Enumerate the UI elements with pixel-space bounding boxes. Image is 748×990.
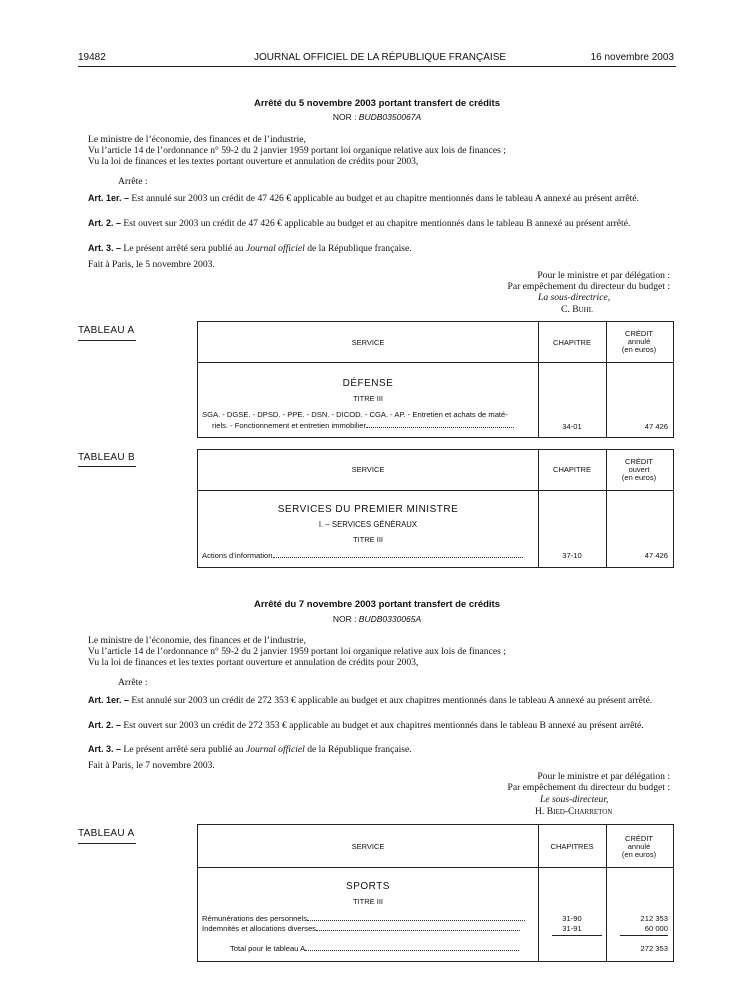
header-divider	[78, 66, 676, 67]
decree1-preamble-3: Vu la loi de finances et les textes portant ouverture et annulation de crédits pour 2003,	[88, 156, 419, 167]
decree1-nor: NOR : BUDB0350067A	[332, 112, 422, 122]
table1b-row: Actions d’information	[202, 551, 523, 560]
table1b-credit: 47 426	[644, 551, 668, 560]
table2a-chapitre-total-rule	[552, 935, 602, 936]
table2a-total: 272 353	[640, 944, 668, 953]
decree2-preamble-1: Le ministre de l’économie, des finances et de l’industrie,	[88, 635, 306, 646]
table2a-label-rule	[78, 843, 136, 844]
table1b-col-credit: CRÉDIT ouvert (en euros)	[621, 457, 657, 482]
table2a-ministry: SPORTS	[346, 881, 390, 892]
table2a	[197, 824, 674, 962]
decree2-nor: NOR : BUDB0330065A	[332, 614, 422, 624]
decree1-title: Arrêté du 5 novembre 2003 portant transfert de crédits	[253, 98, 501, 109]
table1a-col-credit: CRÉDIT annulé (en euros)	[621, 329, 657, 354]
table2a-total-label: Total pour le tableau A	[230, 944, 519, 953]
decree2-title: Arrêté du 7 novembre 2003 portant transfert de crédits	[253, 599, 501, 610]
table1a-row-line2: riels. - Fonctionnement et entretien immobilier	[212, 421, 514, 430]
table2a-row2-credit: 60 000	[644, 924, 668, 933]
table2a-row2-chapitre: 31-91	[562, 924, 582, 933]
table1a-ministry: DÉFENSE	[342, 378, 394, 389]
page-number: 19482	[78, 52, 106, 63]
table2a-credit-total-rule	[620, 935, 668, 936]
table1a-credit: 47 426	[644, 422, 668, 431]
table2a-header-divider	[198, 867, 673, 868]
table1b-col-service: SERVICE	[351, 465, 385, 474]
table1b-label: TABLEAU B	[78, 452, 135, 463]
table-row: Indemnités et allocations diverses	[202, 924, 520, 933]
table1b-section: I. – SERVICES GÉNÉRAUX	[318, 520, 418, 529]
decree1-art3: Art. 3. – Le présent arrêté sera publié au Journal officiel de la République française.	[88, 243, 412, 254]
table1a-row-line1: SGA. - DGSE. - DPSD. - PPE. - DSN. - DICOD. - CGA. - AP. - Entretien et achats de maté-	[202, 410, 508, 419]
decree1-art2: Art. 2. – Est ouvert sur 2003 un crédit de 47 426 € applicable au budget et au chapitre mentionnés dans le tableau B annexé au présent arrêté.	[88, 218, 631, 229]
table1a-label-rule	[78, 340, 136, 341]
table2a-col-chapitre: CHAPITRES	[550, 842, 594, 851]
table2a-row1-credit: 212 353	[640, 914, 668, 923]
decree2-sign-line1: Pour le ministre et par délégation :	[537, 771, 670, 782]
decree2-art2: Art. 2. – Est ouvert sur 2003 un crédit de 272 353 € applicable au budget et aux chapitres mentionnés dans le tableau B annexé au présent arrêté.	[88, 720, 644, 731]
table2a-col-credit: CRÉDIT annulé (en euros)	[621, 834, 657, 859]
table1a-col-chapitre: CHAPITRE	[553, 338, 591, 347]
decree2-fait: Fait à Paris, le 7 novembre 2003.	[88, 760, 215, 771]
decree1-sign-name: C. Buhl	[561, 304, 593, 315]
decree1-art1: Art. 1er. – Est annulé sur 2003 un crédit de 47 426 € applicable au budget et au chapitre mentionnés dans le tableau A annexé au présent arrêté.	[88, 193, 639, 204]
decree1-fait: Fait à Paris, le 5 novembre 2003.	[88, 259, 215, 270]
decree2-sign-line2: Par empêchement du directeur du budget :	[507, 782, 670, 793]
decree2-art3: Art. 3. – Le présent arrêté sera publié au Journal officiel de la République française.	[88, 744, 412, 755]
decree1-sign-line1: Pour le ministre et par délégation :	[537, 270, 670, 281]
decree2-arrete: Arrête :	[118, 677, 148, 688]
decree1-sign-line2: Par empêchement du directeur du budget :	[507, 281, 670, 292]
table2a-row1-chapitre: 31-90	[562, 914, 582, 923]
decree1-preamble-2: Vu l’article 14 de l’ordonnance n° 59-2 du 2 janvier 1959 portant loi organique relative aux lois de finances ;	[88, 145, 506, 156]
table1b-header-divider	[198, 490, 673, 491]
table2a-label: TABLEAU A	[78, 828, 135, 839]
issue-date: 16 novembre 2003	[590, 52, 674, 63]
decree1-sign-role: La sous-directrice,	[538, 292, 611, 303]
table1a-titre: TITRE III	[353, 394, 383, 403]
table1b-label-rule	[78, 466, 136, 467]
decree2-sign-role: Le sous-directeur,	[540, 794, 609, 805]
table1a-chapitre: 34-01	[562, 422, 582, 431]
table1b-chapitre: 37-10	[562, 551, 582, 560]
journal-title: JOURNAL OFFICIEL DE LA RÉPUBLIQUE FRANÇAISE	[253, 52, 507, 63]
table1b-ministry: SERVICES DU PREMIER MINISTRE	[277, 504, 459, 515]
decree1-preamble-1: Le ministre de l’économie, des finances et de l’industrie,	[88, 134, 306, 145]
table1b-col-chapitre: CHAPITRE	[553, 465, 591, 474]
table2a-titre: TITRE III	[353, 897, 383, 906]
table1b	[197, 449, 674, 568]
table1b-titre: TITRE III	[353, 535, 383, 544]
table1a-label: TABLEAU A	[78, 325, 135, 336]
table1a-header-divider	[198, 362, 673, 363]
table-row: Rémunérations des personnels	[202, 914, 525, 923]
decree2-sign-name: H. Bied-Charreton	[535, 806, 613, 817]
table1a	[197, 321, 674, 438]
decree2-preamble-3: Vu la loi de finances et les textes portant ouverture et annulation de crédits pour 2003,	[88, 657, 419, 668]
table1a-col-service: SERVICE	[351, 338, 385, 347]
decree1-arrete: Arrête :	[118, 176, 148, 187]
table2a-col-service: SERVICE	[351, 842, 385, 851]
decree2-preamble-2: Vu l’article 14 de l’ordonnance n° 59-2 du 2 janvier 1959 portant loi organique relative aux lois de finances ;	[88, 646, 506, 657]
decree2-art1: Art. 1er. – Est annulé sur 2003 un crédit de 272 353 € applicable au budget et aux chapitres mentionnés dans le tableau A annexé au présent arrêté.	[88, 695, 653, 706]
